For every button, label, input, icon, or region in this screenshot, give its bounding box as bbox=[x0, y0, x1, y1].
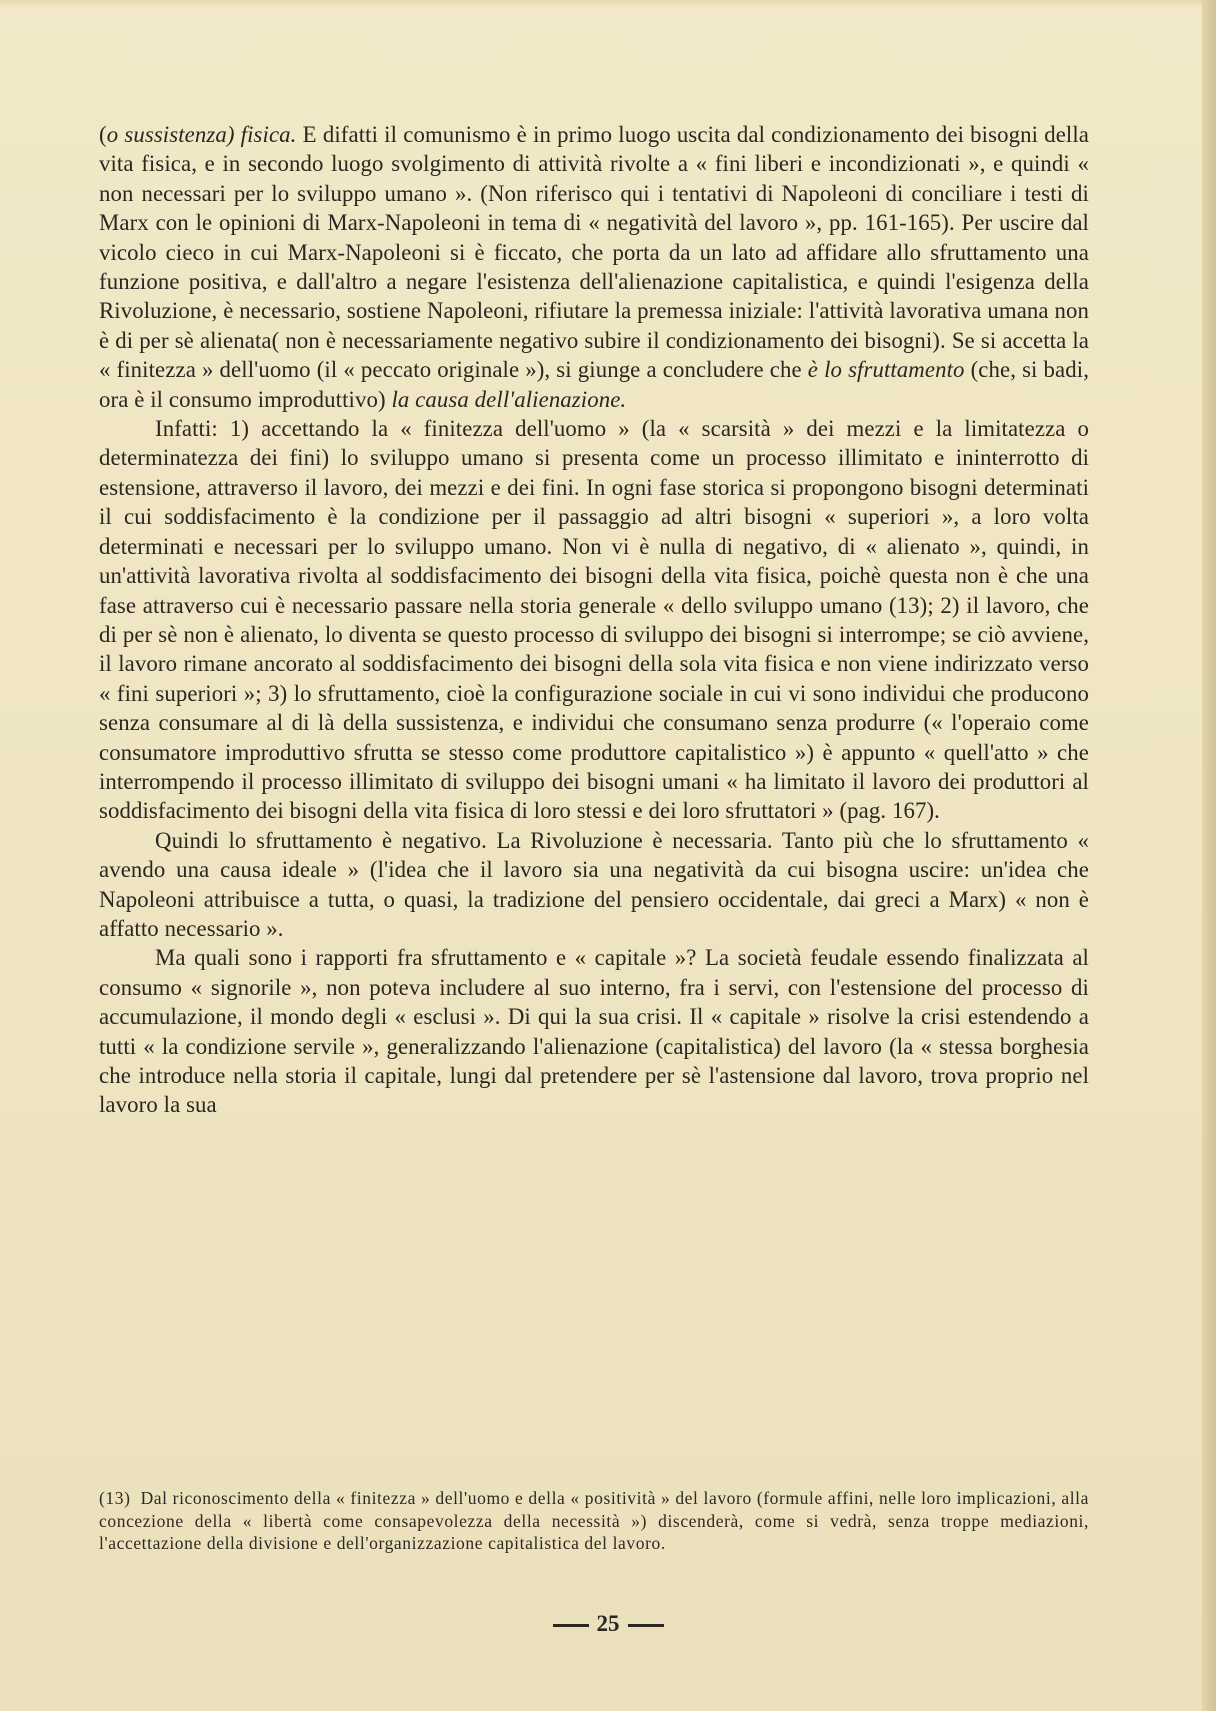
page-number-value: 25 bbox=[596, 1611, 620, 1636]
italic-segment: la causa dell'alienazione. bbox=[391, 386, 627, 412]
text-segment: Infatti: 1) accettando la « finitezza dell'uomo » (la « scarsità » dei mezzi e la limitatezza o determinatezza dei fini) lo sviluppo umano si presenta come un processo illimitato e ininterrotto di estensione, attraverso il lavoro, dei mezzi e dei fini. In ogni fase storica si propongono bisogni determinati il cui soddisfacimento è la condizione per il passaggio ad altri bisogni « superiori », a loro volta determinati e necessari per lo sviluppo umano. Non vi è nulla di negativo, di « alienato », quindi, in un'attività lavorativa rivolta al soddisfacimento dei bisogni della vita fisica, poichè questa non è che una fase attraverso cui è necessario passare nella storia generale « dello sviluppo umano (13); 2) il lavoro, che di per sè non è alienato, lo diventa se questo processo di sviluppo dei bisogni si interrompe; se ciò avviene, il lavoro rimane ancorato al soddisfacimento dei bisogni della sola vita fisica e non viene indirizzato verso « fini superiori »; 3) lo sfruttamento, cioè la configurazione sociale in cui vi sono individui che producono senza consumare al di là della sussistenza, e individui che consumano senza produrre (« l'operaio come consumatore improduttivo sfrutta se stesso come produttore capitalistico ») è appunto « quell'atto » che interrompendo il processo illimitato di sviluppo dei bisogni umani « ha limitato il lavoro dei produttori al soddisfacimento dei bisogni della vita fisica di loro stessi e dei loro sfruttatori » (pag. 167). bbox=[99, 416, 1089, 824]
paragraph-3 bbox=[99, 826, 1089, 944]
page-right-edge bbox=[1202, 0, 1216, 1711]
folio-dash-left bbox=[553, 1624, 589, 1627]
paragraph-4 bbox=[99, 943, 1089, 1119]
text-segment: E difatti il comunismo è in primo luogo uscita dal condizionamento dei bisogni della vita fisica, e in secondo luogo svolgimento di attività rivolte a « fini liberi e incondizionati », e quindi « non necessari per lo sviluppo umano ». (Non riferisco qui i tentativi di Napoleoni di conciliare i testi di Marx con le opinioni di Marx-Napoleoni in tema di « negatività del lavoro », pp. 161-165). Per uscire dal vicolo cieco in cui Marx-Napoleoni si è ficcato, che porta da un lato ad affidare allo sfruttamento una funzione positiva, e dall'altro a negare l'esistenza dell'alienazione capitalistica, e quindi l'esigenza della Rivoluzione, è necessario, sostiene Napoleoni, rifiutare la premessa iniziale: l'attività lavorativa umana non è di per sè alienata( non è necessariamente negativo subire il condizionamento dei bisogni). Se si accetta la « finitezza » dell'uomo (il « peccato originale »), si giunge a concludere che bbox=[99, 122, 1089, 383]
folio-dash-right bbox=[628, 1624, 664, 1627]
paragraph-2 bbox=[99, 414, 1089, 826]
paragraph-1 bbox=[99, 120, 1089, 414]
italic-segment: è lo sfruttamento bbox=[807, 357, 965, 383]
body-text bbox=[99, 120, 1089, 1120]
page-top-edge bbox=[0, 0, 1216, 8]
page-number bbox=[0, 1611, 1216, 1637]
italic-segment: o sussistenza) fisica. bbox=[106, 122, 297, 147]
text-segment: Quindi lo sfruttamento è negativo. La Rivoluzione è necessaria. Tanto più che lo sfruttamento « avendo una causa ideale » (l'idea che il lavoro sia una negatività da cui bisogna uscire: un'idea che Napoleoni attribuisce a tutta, o quasi, la tradizione del pensiero occidentale, dai greci a Marx) « non è affatto necessario ». bbox=[99, 827, 1089, 941]
footnote bbox=[99, 1487, 1089, 1555]
text-segment: ( bbox=[99, 122, 107, 147]
text-segment: (che, si badi, ora è il consumo improduttivo) bbox=[99, 357, 1089, 412]
footnote-number: (13) bbox=[99, 1488, 131, 1508]
footnote-text: Dal riconoscimento della « finitezza » dell'uomo e della « positività » del lavoro (formule affini, nelle loro implicazioni, alla concezione della « libertà come consapevolezza della necessità ») discenderà, come si vedrà, senza troppe mediazioni, l'accettazione della divisione e dell'organizzazione capitalistica del lavoro. bbox=[99, 1488, 1089, 1553]
text-segment: Ma quali sono i rapporti fra sfruttamento e « capitale »? La società feudale essendo finalizzata al consumo « signorile », non poteva includere al suo interno, fra i servi, con l'estensione del processo di accumulazione, il mondo degli « esclusi ». Di qui la sua crisi. Il « capitale » risolve la crisi estendendo a tutti « la condizione servile », generalizzando l'alienazione (capitalistica) del lavoro (la « stessa borghesia che introduce nella storia il capitale, lungi dal pretendere per sè l'astensione dal lavoro, trova proprio nel lavoro la sua bbox=[99, 945, 1089, 1118]
